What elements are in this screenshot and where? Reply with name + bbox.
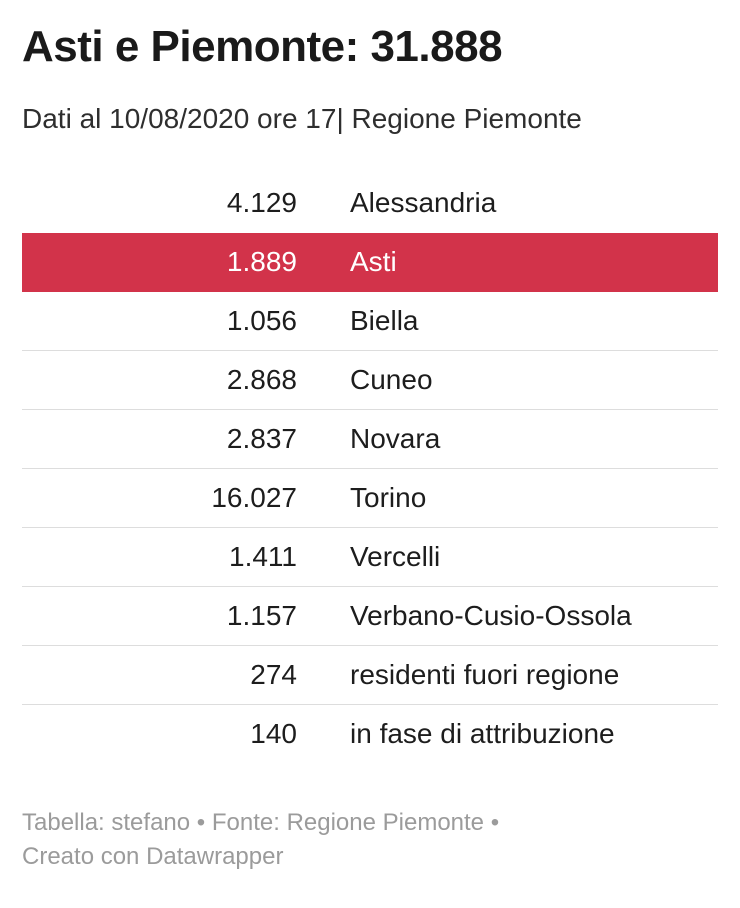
row-label: Asti — [350, 246, 397, 278]
row-value: 2.868 — [226, 363, 297, 395]
row-label: Alessandria — [350, 187, 497, 219]
table-row — [22, 646, 718, 705]
row-label: Cuneo — [350, 363, 433, 395]
page-title: Asti e Piemonte: 31.888 — [22, 22, 503, 71]
row-value: 1.889 — [226, 246, 297, 278]
table-row — [22, 233, 718, 292]
subtitle: Dati al 10/08/2020 ore 17| Regione Piemonte — [22, 102, 582, 134]
row-label: Biella — [350, 304, 419, 336]
row-label: residenti fuori regione — [350, 658, 620, 690]
data-table — [22, 174, 718, 764]
row-value: 274 — [250, 658, 297, 690]
table-row — [22, 292, 718, 351]
attribution-line1: Tabella: stefano • Fonte: Regione Piemonte • — [22, 808, 500, 836]
table-row — [22, 174, 718, 233]
row-value: 140 — [250, 718, 297, 750]
row-label: Torino — [350, 481, 427, 513]
row-label: Novara — [350, 422, 441, 454]
row-value: 1.056 — [226, 304, 297, 336]
table-row — [22, 469, 718, 528]
attribution-line2: Creato con Datawrapper — [22, 842, 284, 870]
row-label: Verbano-Cusio-Ossola — [350, 599, 632, 631]
row-label: in fase di attribuzione — [350, 718, 615, 750]
row-value: 2.837 — [226, 422, 297, 454]
row-value: 16.027 — [211, 481, 297, 513]
table-row — [22, 705, 718, 764]
attribution-footer — [22, 806, 718, 874]
table-row — [22, 410, 718, 469]
table-row — [22, 351, 718, 410]
row-value: 4.129 — [226, 187, 297, 219]
row-value: 1.411 — [229, 540, 297, 572]
datawrapper-table-card — [0, 22, 740, 874]
row-label: Vercelli — [350, 540, 441, 572]
table-row — [22, 587, 718, 646]
table-row — [22, 528, 718, 587]
row-value: 1.157 — [226, 599, 297, 631]
